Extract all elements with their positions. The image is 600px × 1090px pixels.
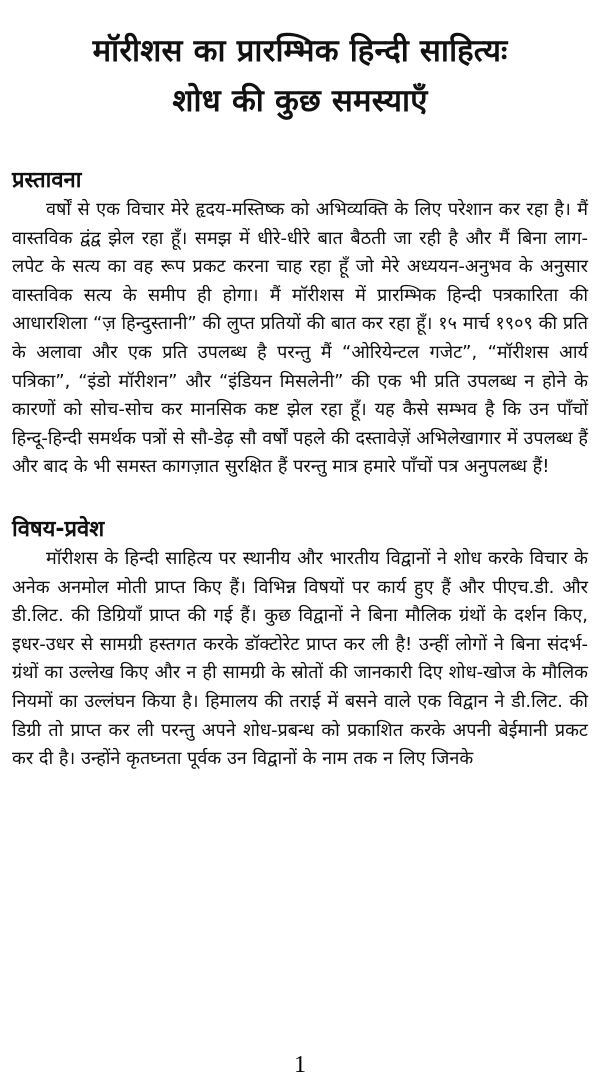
subject-entry-paragraph: मॉरीशस के हिन्दी साहित्य पर स्थानीय और भारतीय विद्वानों ने शोध करके विचार के अनेक अनमोल मोती प्राप्त किए हैं। विभिन्न विषयों पर कार्य हुए हैं और पीएच.डी. और डी.लिट. की डिग्रियाँ प्राप्त की गई हैं। कुछ विद्वानों ने बिना मौलिक ग्रंथों के दर्शन किए, इधर-उधर से सामग्री हस्तगत करके डॉक्टोरेट प्राप्त कर ली है! उन्हीं लोगों ने बिना संदर्भ-ग्रंथों का उल्लेख किए और न ही सामग्री के स्रोतों की जानकारी दिए शोध-खोज के मौलिक नियमों का उल्लंघन किया है। हिमालय की तराई में बसने वाले एक विद्वान ने डी.लिट. की डिग्री तो प्राप्त कर ली परन्तु अपने शोध-प्रबन्ध को प्रकाशित करके अपनी बेईमानी प्रकट कर दी है। उन्होंने कृतघ्नता पूर्वक उन विद्वानों के नाम तक न लिए जिनके — [12, 547, 588, 770]
section-heading-introduction: प्रस्तावना — [12, 168, 82, 193]
page-title — [12, 26, 588, 126]
page-number: 1 — [294, 1052, 306, 1078]
title-line-1: मॉरीशस का प्रारम्भिक हिन्दी साहित्यः — [92, 33, 508, 69]
title-line-2: शोध की कुछ समस्याएँ — [172, 83, 428, 119]
introduction-paragraph: वर्षों से एक विचार मेरे हृदय-मस्तिष्क को अभिव्यक्ति के लिए परेशान कर रहा है। मैं वास्तविक द्वंद्व झेल रहा हूँ। समझ में धीरे-धीरे बात बैठती जा रही है और मैं बिना लाग-लपेट के सत्य का वह रूप प्रकट करना चाह रहा हूँ जो मेरे अध्ययन-अनुभव के अनुसार वास्तविक सत्य के समीप ही होगा। मैं मॉरीशस में प्रारम्भिक हिन्दी पत्रकारिता की आधारशिला “ज़ हिन्दुस्तानी” की लुप्त प्रतियों की बात कर रहा हूँ। १५ मार्च १९०९ की प्रति के अलावा और एक प्रति उपलब्ध है परन्तु मैं “ओरियेन्टल गजेट”, “मॉरीशस आर्य पत्रिका”, “इंडो मॉरीशन” और “इंडियन मिसलेनी” की एक भी प्रति उपलब्ध न होने के कारणों को सोच-सोच कर मानसिक कष्ट झेल रहा हूँ। यह कैसे सम्भव है कि उन पाँचों हिन्दू-हिन्दी समर्थक पत्रों से सौ-डेढ़ सौ वर्षों पहले की दस्तावेज़ें अभिलेखागार में उपलब्ध हैं और बाद के भी समस्त कागज़ात सुरक्षित हैं परन्तु मात्र हमारे पाँचों पत्र अनुपलब्ध हैं! — [12, 199, 588, 478]
section-heading-subject-entry: विषय-प्रवेश — [12, 516, 105, 542]
